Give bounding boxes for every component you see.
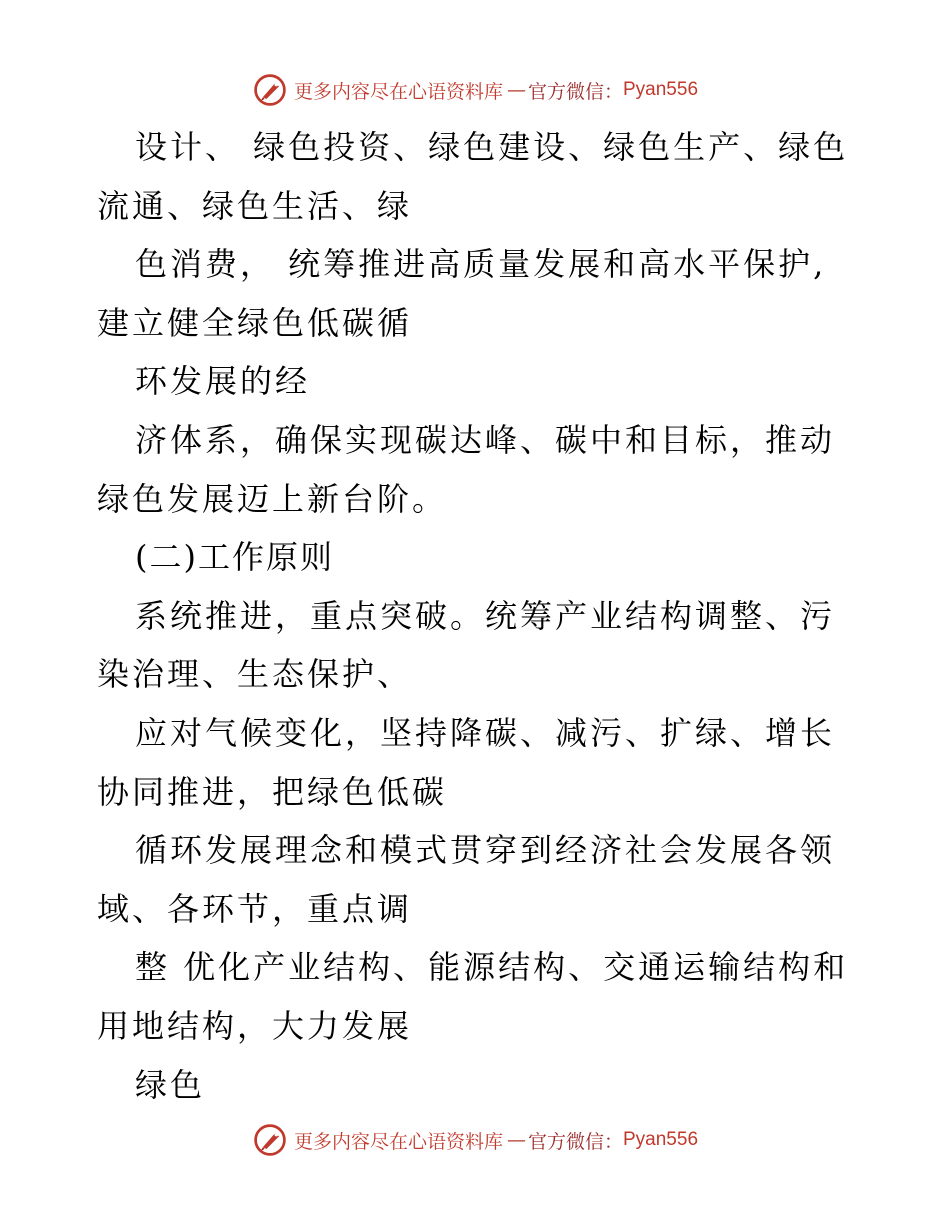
watermark-dash: — [506, 79, 524, 101]
pen-nib-logo-icon [252, 1122, 288, 1158]
paragraph-5: 系统推进，重点突破。统筹产业结构调整、污染治理、生态保护、 [97, 596, 836, 694]
paragraph-6: 应对气候变化，坚持降碳、减污、扩绿、增长协同推进，把绿色低碳 [97, 713, 836, 811]
watermark-wechat-id: Pyan556 [623, 1129, 699, 1150]
watermark-header [0, 70, 950, 110]
paragraph-1: 设计、 绿色投资、绿色建设、绿色生产、绿色流通、绿色生活、绿 [97, 128, 849, 225]
paragraph-9: 绿色 [135, 1065, 206, 1104]
document-body [97, 118, 857, 1114]
watermark-footer [0, 1120, 950, 1160]
paragraph-7: 循环发展理念和模式贯穿到经济社会发展各领域、各环节，重点调 [97, 831, 836, 928]
watermark-wechat-label: 官方微信： [527, 80, 623, 103]
watermark-dash: — [506, 1129, 524, 1151]
watermark-wechat-id: Pyan556 [623, 79, 699, 100]
paragraph-4: 济体系，确保实现碳达峰、碳中和目标，推动绿色发展迈上新台阶。 [97, 420, 836, 518]
paragraph-2: 色消费， 统筹推进高质量发展和高水平保护,建立健全绿色低碳循 [97, 245, 827, 342]
pen-nib-logo-icon [252, 72, 288, 108]
paragraph-8: 整 优化产业结构、能源结构、交通运输结构和用地结构，大力发展 [97, 948, 849, 1045]
watermark-site: 更多内容尽在心语资料库 [293, 80, 503, 103]
watermark-wechat-label: 官方微信： [527, 1130, 623, 1153]
paragraph-3: 环发展的经 [135, 362, 311, 401]
watermark-site: 更多内容尽在心语资料库 [293, 1130, 503, 1153]
section-heading: (二)工作原则 [135, 538, 334, 577]
